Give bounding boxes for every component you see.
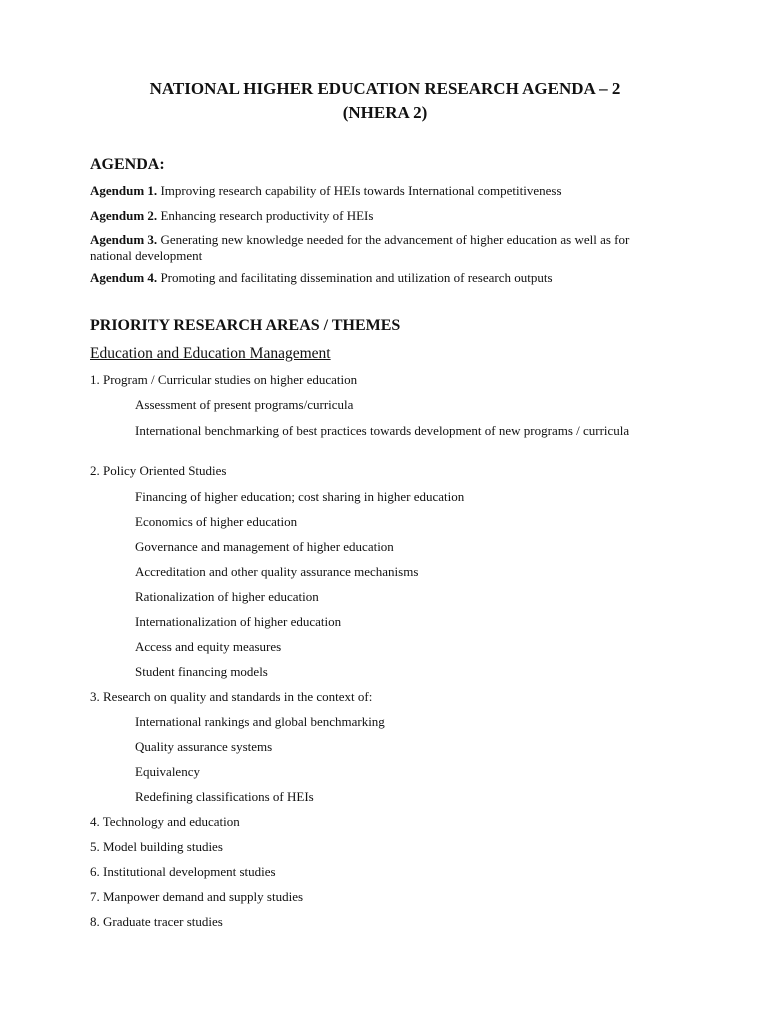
priority-areas-heading: PRIORITY RESEARCH AREAS / THEMES xyxy=(90,317,401,334)
sub-list-item: Equivalency xyxy=(135,764,200,779)
list-item: 8. Graduate tracer studies xyxy=(90,914,223,929)
list-item: 6. Institutional development studies xyxy=(90,864,276,879)
agendum-1 xyxy=(90,183,670,199)
agendum-label: Agendum 1. xyxy=(90,183,158,198)
sub-list-item: Quality assurance systems xyxy=(135,739,273,754)
sub-list-item: International benchmarking of best practices towards development of new programs / curricula xyxy=(135,423,630,438)
agendum-2 xyxy=(90,208,670,224)
list-item: 3. Research on quality and standards in the context of: xyxy=(90,689,373,704)
agendum-label: Agendum 2. xyxy=(90,208,158,223)
section-heading: Education and Education Management xyxy=(90,345,331,362)
document-title-line-1: NATIONAL HIGHER EDUCATION RESEARCH AGENDA – 2 xyxy=(149,79,621,98)
list-item: 5. Model building studies xyxy=(90,839,223,854)
sub-list-item: Redefining classifications of HEIs xyxy=(135,789,314,804)
agendum-label: Agendum 3. xyxy=(90,232,158,247)
sub-list-item: Financing of higher education; cost sharing in higher education xyxy=(135,489,465,504)
agendum-4 xyxy=(90,270,670,286)
sub-list-item: Assessment of present programs/curricula xyxy=(135,397,354,412)
document-title-line-2: (NHERA 2) xyxy=(342,103,428,122)
agendum-text: Enhancing research productivity of HEIs xyxy=(157,208,374,223)
list-item: 1. Program / Curricular studies on higher education xyxy=(90,372,358,387)
sub-list-item: Governance and management of higher education xyxy=(135,539,394,554)
sub-list-item: Student financing models xyxy=(135,664,268,679)
list-item: 2. Policy Oriented Studies xyxy=(90,463,227,478)
agenda-heading: AGENDA: xyxy=(90,156,165,173)
sub-list-item: International rankings and global benchmarking xyxy=(135,714,385,729)
agendum-text: Generating new knowledge needed for the advancement of higher education as well as for national development xyxy=(90,232,630,263)
sub-list-item: Internationalization of higher education xyxy=(135,614,342,629)
sub-list-item: Economics of higher education xyxy=(135,514,298,529)
list-item: 7. Manpower demand and supply studies xyxy=(90,889,304,904)
agendum-text: Promoting and facilitating dissemination and utilization of research outputs xyxy=(157,270,553,285)
agendum-text: Improving research capability of HEIs towards International competitiveness xyxy=(157,183,562,198)
sub-list-item: Accreditation and other quality assurance mechanisms xyxy=(135,564,419,579)
list-item: 4. Technology and education xyxy=(90,814,240,829)
sub-list-item: Rationalization of higher education xyxy=(135,589,319,604)
agendum-label: Agendum 4. xyxy=(90,270,158,285)
sub-list-item: Access and equity measures xyxy=(135,639,282,654)
agendum-3 xyxy=(90,232,670,264)
